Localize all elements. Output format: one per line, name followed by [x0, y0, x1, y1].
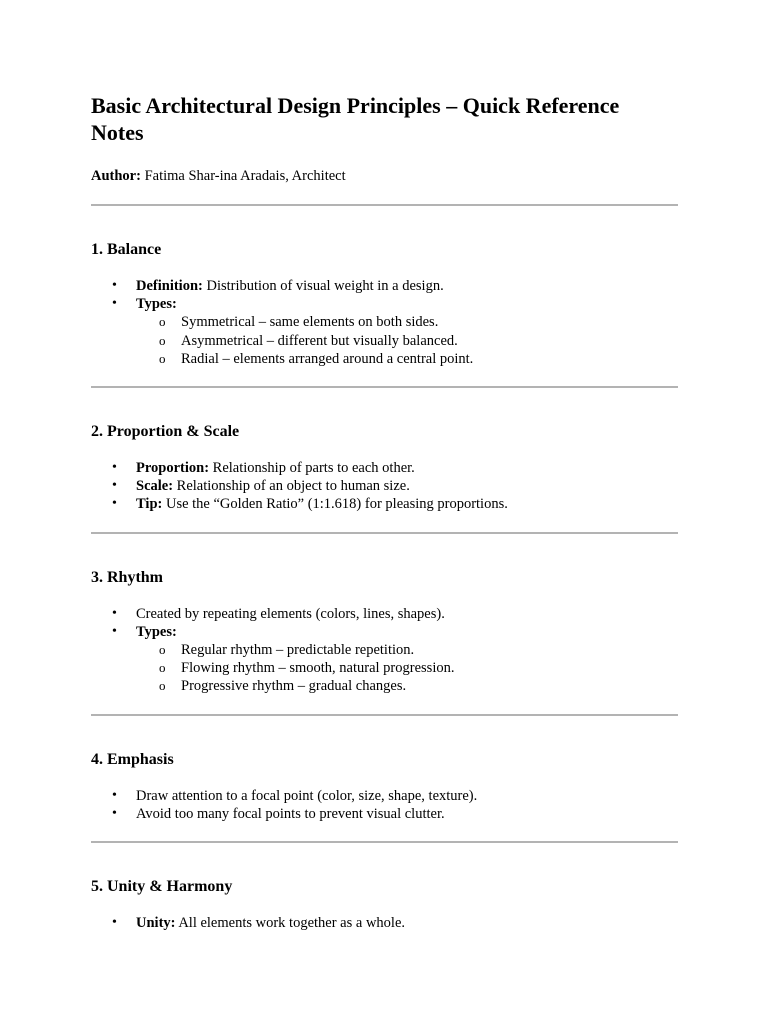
item-label: Scale:: [136, 478, 174, 495]
item-text: Distribution of visual weight in a design.: [206, 278, 444, 294]
list-item: [91, 605, 678, 623]
author-value: Fatima Shar-ina Aradais, Architect: [144, 168, 346, 184]
item-text: Created by repeating elements (colors, lines, shapes).: [136, 605, 445, 622]
item-label: Definition:: [136, 278, 203, 294]
item-label: Proportion:: [136, 460, 210, 477]
section-list-balance: [91, 277, 678, 368]
list-item: [91, 459, 678, 477]
divider: [91, 532, 678, 534]
divider: [91, 386, 678, 388]
author-line: [91, 167, 678, 185]
item-text: Relationship of parts to each other.: [212, 460, 415, 477]
list-item: [91, 295, 678, 368]
section-heading-rhythm: 3. Rhythm: [91, 568, 164, 586]
section-list-rhythm: [91, 605, 678, 696]
document-title: Basic Architectural Design Principles – Quick Reference Notes: [91, 93, 620, 145]
item-label: Types:: [136, 623, 177, 640]
item-text: All elements work together as a whole.: [178, 915, 406, 932]
list-item: [91, 477, 678, 495]
list-item: [91, 623, 678, 696]
item-label: Types:: [136, 296, 177, 313]
sub-list: [91, 641, 678, 696]
section-heading-emphasis: 4. Emphasis: [91, 750, 174, 768]
sub-list-item: o Progressive rhythm – gradual changes.: [136, 677, 678, 695]
sub-list-item: o Radial – elements arranged around a central point.: [136, 350, 678, 368]
author-label: Author:: [91, 168, 141, 184]
item-text: Use the “Golden Ratio” (1:1.618) for pleasing proportions.: [165, 496, 508, 513]
divider: [91, 841, 678, 843]
divider: [91, 714, 678, 716]
list-item: [91, 787, 678, 805]
section-heading-proportion-scale: 2. Proportion & Scale: [91, 423, 240, 441]
section-heading-balance: 1. Balance: [91, 241, 162, 258]
item-text: Relationship of an object to human size.: [176, 478, 410, 495]
sub-list-item: o Flowing rhythm – smooth, natural progression.: [136, 659, 678, 677]
item-label: Tip:: [136, 496, 163, 513]
list-item: [91, 277, 678, 295]
section-heading-unity-harmony: 5. Unity & Harmony: [91, 878, 233, 896]
sub-list-item: o Regular rhythm – predictable repetition.: [136, 641, 678, 659]
divider: [91, 204, 678, 206]
section-list-emphasis: [91, 787, 678, 823]
item-text: Avoid too many focal points to prevent visual clutter.: [136, 805, 445, 822]
item-label: Unity:: [136, 915, 176, 932]
sub-list-item: o Asymmetrical – different but visually balanced.: [136, 332, 678, 350]
item-text: Draw attention to a focal point (color, size, shape, texture).: [136, 787, 478, 804]
list-item: [91, 914, 678, 932]
sub-list-item: o Symmetrical – same elements on both sides.: [136, 313, 678, 331]
sub-list: [91, 313, 678, 368]
section-list-unity-harmony: [91, 914, 678, 932]
list-item: [91, 495, 678, 513]
list-item: [91, 805, 678, 823]
section-list-proportion-scale: [91, 459, 678, 514]
